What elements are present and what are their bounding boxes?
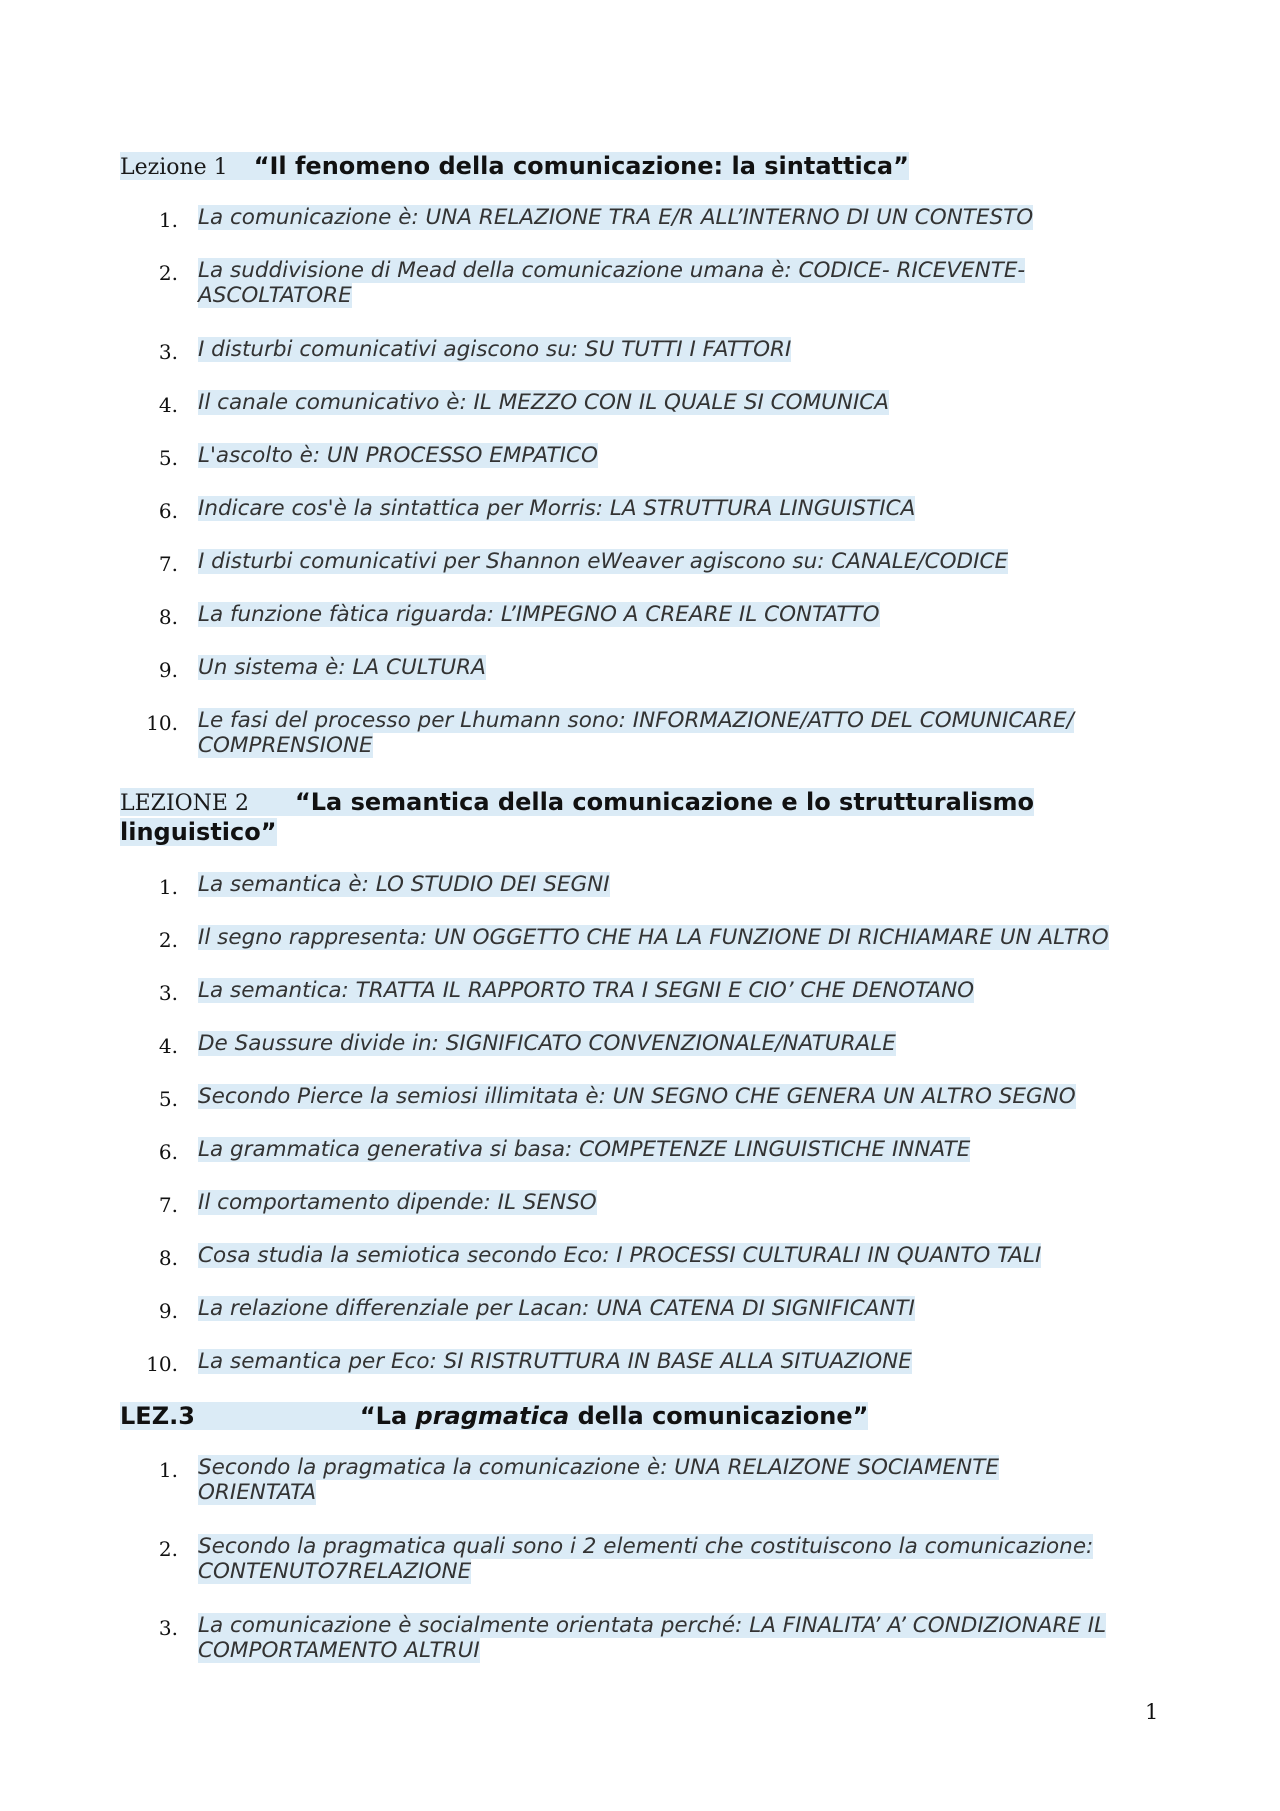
list-item: 7. Il comportamento dipende: IL SENSO xyxy=(158,1190,597,1217)
section-heading-3 xyxy=(120,1402,1170,1430)
list-item: 4. De Saussure divide in: SIGNIFICATO CONVENZIONALE/NATURALE xyxy=(158,1031,896,1058)
list-item: 3. La semantica: TRATTA IL RAPPORTO TRA I SEGNI E CIO’ CHE DENOTANO xyxy=(158,978,975,1005)
list-item: 10. Le fasi del processo per Lhumann sono: INFORMAZIONE/ATTO DEL COMUNICARE/ COMPRENSIONE xyxy=(146,708,1074,758)
section-number: LEZIONE 2 xyxy=(120,791,249,816)
section-title: “La pragmatica della comunicazione” xyxy=(359,1402,869,1430)
section-heading-2: LEZIONE 2 “La semantica della comunicazione e lo strutturalismo linguistico” xyxy=(120,788,1035,846)
list-item: 8. La funzione fàtica riguarda: L’IMPEGNO A CREARE IL CONTATTO xyxy=(158,602,880,629)
section-heading-1 xyxy=(120,152,1170,182)
section-title: “Il fenomeno della comunicazione: la sintattica” xyxy=(253,152,909,180)
list-item: 2. Secondo la pragmatica quali sono i 2 elementi che costituiscono la comunicazione: CONTENUTO7RELAZIONE xyxy=(158,1534,1094,1584)
list-item: 5. Secondo Pierce la semiosi illimitata è: UN SEGNO CHE GENERA UN ALTRO SEGNO xyxy=(158,1084,1076,1111)
list-item: 1. Secondo la pragmatica la comunicazione è: UNA RELAIZONE SOCIAMENTE ORIENTATA xyxy=(158,1455,999,1505)
list-item: 5. L'ascolto è: UN PROCESSO EMPATICO xyxy=(158,443,598,470)
section-title: “La semantica della comunicazione e lo strutturalismo xyxy=(294,788,1035,816)
list-item: 9. Un sistema è: LA CULTURA xyxy=(158,655,486,682)
list-item: 6. Indicare cos'è la sintattica per Morris: LA STRUTTURA LINGUISTICA xyxy=(158,496,916,523)
list-item: 4. Il canale comunicativo è: IL MEZZO CON IL QUALE SI COMUNICA xyxy=(158,390,890,417)
list-item: 2. La suddivisione di Mead della comunicazione umana è: CODICE- RICEVENTE- ASCOLTATORE xyxy=(158,258,1026,308)
list-item: 1. La comunicazione è: UNA RELAZIONE TRA E/R ALL’INTERNO DI UN CONTESTO xyxy=(158,205,1034,232)
list-item: 3. La comunicazione è socialmente orientata perché: LA FINALITA’ A’ CONDIZIONARE IL COMPORTAMENTO ALTRUI xyxy=(158,1613,1107,1663)
list-item: 6. La grammatica generativa si basa: COMPETENZE LINGUISTICHE INNATE xyxy=(158,1137,971,1164)
section-number: Lezione 1 xyxy=(120,155,228,180)
list-item: 3. I disturbi comunicativi agiscono su: SU TUTTI I FATTORI xyxy=(158,337,792,364)
list-item: 8. Cosa studia la semiotica secondo Eco: I PROCESSI CULTURALI IN QUANTO TALI xyxy=(158,1243,1042,1270)
page-number: 1 xyxy=(1145,1700,1159,1724)
section-number: LEZ.3 xyxy=(120,1402,195,1430)
list-item: 7. I disturbi comunicativi per Shannon eWeaver agiscono su: CANALE/CODICE xyxy=(158,549,1009,576)
list-item: 1. La semantica è: LO STUDIO DEI SEGNI xyxy=(158,872,610,899)
list-item: 10. La semantica per Eco: SI RISTRUTTURA IN BASE ALLA SITUAZIONE xyxy=(146,1349,912,1376)
list-item: 2. Il segno rappresenta: UN OGGETTO CHE HA LA FUNZIONE DI RICHIAMARE UN ALTRO xyxy=(158,925,1109,952)
list-item: 9. La relazione differenziale per Lacan: UNA CATENA DI SIGNIFICANTI xyxy=(158,1296,915,1323)
